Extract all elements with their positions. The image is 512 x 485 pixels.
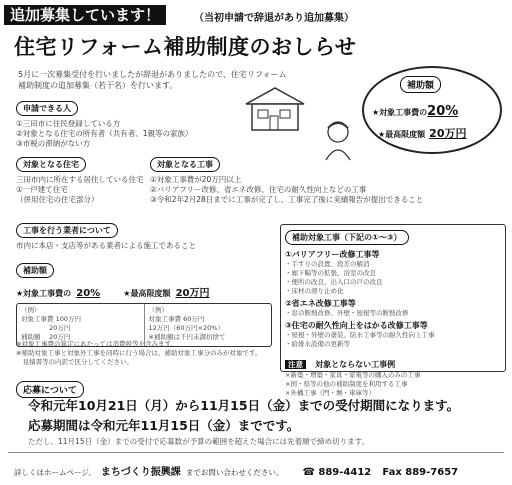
subsidy-badge-title: 補助額 [400,76,441,93]
example-right-row: 12万円（60万円×20%） [148,324,224,332]
excluded-header [285,352,501,371]
header-badge [4,4,166,25]
category-line: ・便所の改良、出入口の戸の改良 [285,278,383,286]
note-line: ※対象工事費の算定にあたっては消費税等を含みます。 [16,340,177,348]
subsidy-amount-limit-label: ★最高限度額 [123,289,171,298]
footer-office: まちづくり振興課 [100,467,181,478]
application-heading-wrap [16,378,84,398]
note-line: 見積書等の内訳で区分してください。 [16,358,133,366]
excluded-label: 注意 [285,360,306,369]
categories-heading: 補助対象工事（下記の①～③） [285,230,409,245]
target-work-item: ③令和2年2月28日までに工事が完了し、工事完了後に実績報告が提出できること [150,195,424,204]
example-left-row: 対象工事費 100万円 [21,315,81,323]
subsidy-amount-heading: 補助額 [16,263,54,278]
category-line: ・窓の断熱改修、外壁・屋根等の断熱改修 [285,309,409,317]
target-work-heading: 対象となる工事 [150,157,220,172]
applicant-item: ②対象となる住宅の所有者（共有者、1親等の家族） [16,129,193,138]
subsidy-amount-section [16,258,272,341]
page-title: 住宅リフォーム補助制度のおしらせ [14,35,357,59]
target-housing-heading: 対象となる住宅 [16,157,86,172]
applicant-heading: 申請できる人 [16,101,78,116]
category-title: ①バリアフリー改修工事等 [285,250,380,259]
target-housing-section [16,152,144,208]
subsidy-badge-limit-value: 20万円 [429,127,467,140]
contractor-section [16,218,272,248]
target-housing-item: 三田市内に所在する居住している住宅 [16,175,144,184]
subsidy-amount-limit-value: 20万円 [175,288,210,299]
subsidy-badge [362,66,502,154]
applicant-item: ③市税の滞納がない方 [16,139,91,148]
category-line: ・廊下幅等の拡張、浴室の改良 [285,269,376,277]
example-left-row: 20万円 [21,324,71,332]
category-line: ・床材の滑り止め化 [285,287,344,295]
subsidy-badge-limit [378,122,466,141]
example-left-row: （例） [21,306,41,314]
subsidy-badge-rate-label: ★対象工事費の [372,108,428,117]
intro-line-2: 補助制度の追加募集（若干名）を行います。 [18,81,178,90]
applicant-item: ①三田市に住民登録している方 [16,119,121,128]
excluded-title: 対象とならない工事例 [315,360,396,369]
category-line: ・給排水設備の更新等 [285,340,350,348]
applicant-section [16,96,238,148]
note-line: ※補助対象工事と対象外工事を同時に行う場合は、補助対象工事分のみが対象です。 [16,349,262,357]
excluded-item: ×外構工事（門・塀・車庫等） [285,389,375,397]
subsidy-badge-limit-label: ★最高限度額 [378,130,426,139]
footer [14,460,504,479]
contractor-heading: 工事を行う業者について [16,223,118,238]
footer-tel: ☎ 889-4412 [302,467,372,478]
footer-suffix: までお問い合わせください。 [185,468,284,477]
subsidy-amount-summary [16,281,272,300]
excluded-item: ×国・県等の他の補助制度を利用する工事 [285,380,408,388]
notes-section [16,340,278,370]
target-work-item: ②バリアフリー改修、省エネ改修、住宅の耐久性向上などの工事 [150,185,367,194]
application-note: ただし、11月15日（金）までの受付で応募数が予算の範囲を超えた場合には先着順で締め切ります。 [28,437,369,446]
category-line: ・手すりの設置、段差の解消 [285,260,370,268]
subsidy-amount-rate-label: ★対象工事費の [16,289,72,298]
contractor-item: 市内に本店・支店等がある業者による施工であること [16,241,196,250]
target-housing-item: ①一戸建て住宅 [16,185,68,194]
categories-section [280,224,506,397]
application-heading: 応募について [16,381,84,398]
subsidy-badge-rate [372,100,458,119]
category-title: ③住宅の耐久性向上をはかる改修工事等 [285,321,428,330]
category-line: ・屋根・外壁の塗装、防水工事等の耐久性向上工事 [285,331,435,339]
target-housing-item: （併用住宅の住宅部分） [16,195,99,204]
excluded-item: ×新築・増築・家具・家電等の購入のみの工事 [285,371,421,379]
subsidy-badge-rate-value: 20% [427,104,459,119]
application-period: 令和元年10月21日（月）から11月15日（金）までの受付期間になります。 [28,398,460,413]
application-deadline: 応募期間は令和元年11月15日（金）までです。 [28,418,300,433]
header-badge-text: 追加募集しています！ [4,5,166,25]
example-right-row: （例） [148,306,168,314]
category-title: ②省エネ改修工事等 [285,299,356,308]
example-right-row: ※補助額は千円未満切捨て [148,333,226,341]
header-note: （当初申請で辞退があり追加募集） [194,13,354,24]
footer-prefix: 詳しくはホームページ、 [14,468,96,477]
footer-fax: Fax 889-7657 [382,467,459,478]
intro-line-1: 5月に一次募集受付を行いましたが辞退がありましたので、住宅リフォーム [18,70,287,79]
target-work-section [150,152,506,208]
example-right-row: 対象工事費 60万円 [148,315,205,323]
subsidy-amount-rate-value: 20% [76,288,101,299]
example-left-row: 補助額 20万円 [21,333,71,341]
house-illustration [244,86,306,132]
footer-divider [8,452,504,453]
target-work-item: ①対象工事費が20万円以上 [150,175,242,184]
